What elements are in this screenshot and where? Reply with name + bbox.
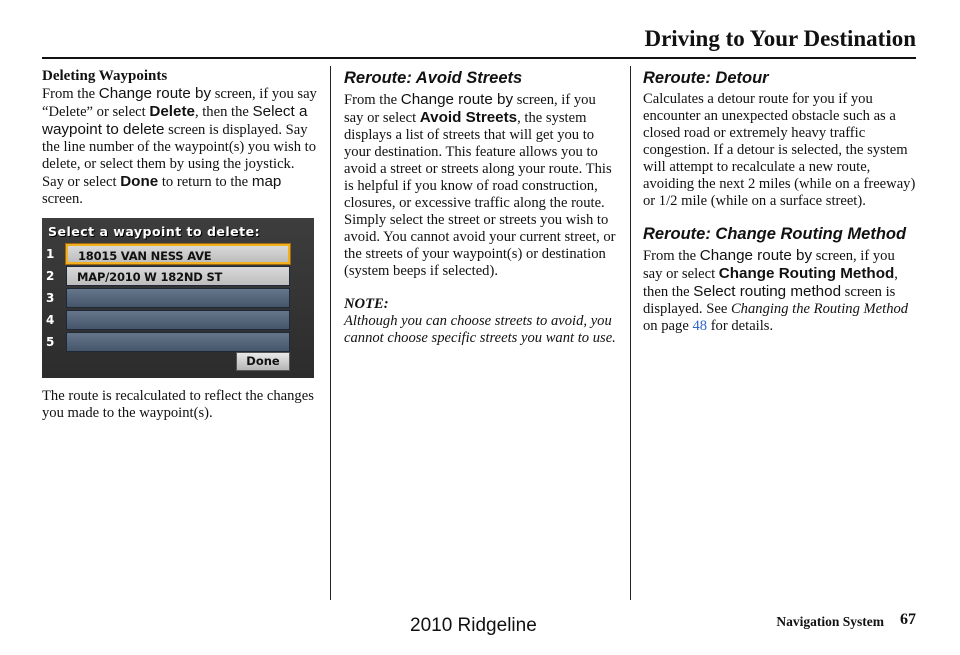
nav-screen-title: Select a waypoint to delete:	[48, 224, 261, 239]
nav-screen-image	[42, 218, 314, 378]
row-number: 3	[46, 291, 55, 305]
paragraph	[42, 85, 318, 208]
ui-term: Change route by	[699, 247, 813, 264]
page-link[interactable]: 48	[692, 318, 708, 334]
text: From the	[42, 86, 99, 102]
row-number: 4	[46, 313, 55, 327]
paragraph	[643, 247, 917, 335]
text: screen is displayed. Say the line number of the waypoint(s) you wish to delete, or select them by using the joystick. Say or select	[42, 122, 316, 190]
text: screen.	[42, 191, 83, 207]
ui-term: Change Routing Method	[718, 265, 895, 282]
ui-term: map	[251, 173, 282, 190]
cross-reference: Changing the Routing Method	[730, 301, 909, 317]
waypoint-text: MAP/2010 W 182ND ST	[77, 270, 223, 284]
section-heading: Reroute: Change Routing Method	[643, 225, 907, 243]
waypoint-bar[interactable]	[66, 266, 290, 286]
footer-section-label: Navigation System	[776, 614, 884, 629]
row-number: 5	[46, 335, 55, 349]
waypoint-row[interactable]	[46, 332, 296, 352]
text: From the	[643, 248, 700, 264]
text: From the	[344, 92, 401, 108]
waypoint-bar[interactable]	[66, 288, 290, 308]
row-number: 1	[46, 247, 55, 261]
text: , then the	[643, 266, 898, 300]
text: to return to the	[158, 174, 252, 190]
paragraph	[344, 91, 618, 280]
header-rule	[42, 57, 916, 59]
column-divider	[630, 66, 631, 600]
section-heading: Reroute: Avoid Streets	[344, 69, 523, 87]
column-detour-routing	[643, 68, 917, 335]
section-heading: Reroute: Detour	[643, 69, 769, 87]
waypoint-bar[interactable]	[66, 244, 290, 264]
text: , then the	[194, 104, 253, 120]
text: screen, if you say or select	[344, 92, 596, 126]
row-number: 2	[46, 269, 55, 283]
text: on page	[643, 318, 693, 334]
waypoint-bar[interactable]	[66, 332, 290, 352]
column-divider	[330, 66, 331, 600]
ui-term: Delete	[149, 103, 195, 120]
text: screen, if you say or select	[643, 248, 895, 282]
column-deleting-waypoints	[42, 68, 318, 422]
ui-term: Change route by	[400, 91, 514, 108]
note-heading: NOTE:	[344, 296, 389, 312]
done-button[interactable]: Done	[236, 352, 290, 371]
waypoint-row[interactable]	[46, 266, 296, 286]
ui-term: Avoid Streets	[419, 109, 518, 126]
waypoint-row[interactable]	[46, 244, 296, 264]
waypoint-bar[interactable]	[66, 310, 290, 330]
text: screen, if you say “Delete” or select	[42, 86, 317, 120]
page-number: 67	[900, 611, 916, 628]
watermark-text: 2010 Ridgeline	[410, 615, 537, 636]
text: , the system displays a list of streets that will get you to your destination. This feature allows you to avoid a street or streets along your route. This is helpful if you know of road construction, closures, or excessive traffic along the route. Simply select the street or streets you wish to avoid. You cannot avoid your current street, or the streets of your waypoint(s) or destination (system beeps if selected).	[344, 110, 616, 279]
ui-term: Done	[120, 173, 159, 190]
note-text: Although you can choose streets to avoid, you cannot choose specific streets you want to use.	[344, 313, 616, 346]
ui-term: Select a waypoint to delete	[42, 103, 308, 138]
column-avoid-streets	[344, 68, 618, 347]
waypoint-row[interactable]	[46, 288, 296, 308]
paragraph: The route is recalculated to reflect the changes you made to the waypoint(s).	[42, 388, 314, 421]
text: for details.	[707, 318, 774, 334]
text: screen is displayed. See	[643, 284, 896, 317]
ui-term: Select routing method	[693, 283, 842, 300]
section-heading: Deleting Waypoints	[42, 68, 168, 84]
ui-term: Change route by	[98, 85, 212, 102]
page-header-title: Driving to Your Destination	[644, 26, 916, 51]
waypoint-row[interactable]	[46, 310, 296, 330]
waypoint-text: 18015 VAN NESS AVE	[78, 249, 212, 263]
paragraph: Calculates a detour route for you if you encounter an unexpected obstacle such as a closed road or extremely heavy traffic congestion. If a detour is selected, the system will attempt to recalculate a new route, avoiding the next 2 miles (while on a freeway) or 1/2 mile (while on a surface street).	[643, 91, 916, 209]
